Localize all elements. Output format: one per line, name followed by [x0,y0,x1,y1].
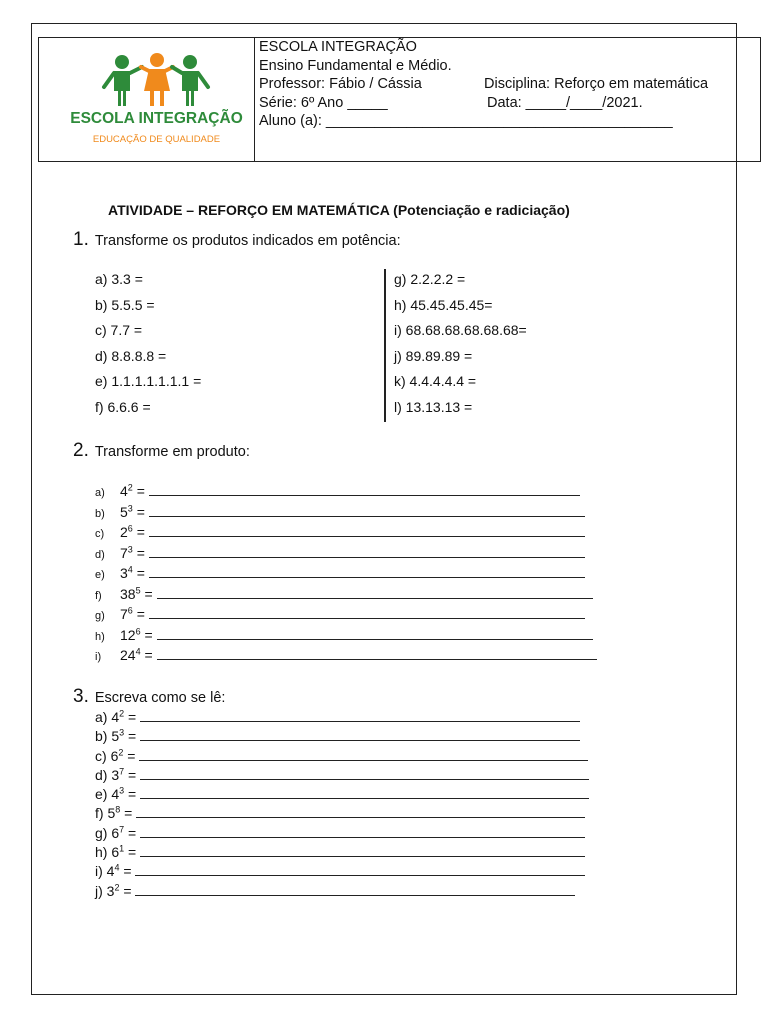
q2-item-base: 12 [120,626,136,643]
q2-item [95,522,597,543]
q3-item-base: 5 [107,805,116,822]
question-3 [73,686,225,708]
school-logo [39,38,255,161]
q2-item-exponent: 5 [135,584,141,595]
school-level: Ensino Fundamental e Médio. [259,57,452,74]
q3-item-equals: = [124,844,141,861]
q2-answer-line[interactable] [149,483,580,496]
q3-item-exponent: 7 [119,824,125,835]
q2-item-letter: i) [95,651,102,663]
q2-item-base: 24 [120,647,136,663]
q3-item-exponent: 4 [114,862,120,873]
q2-item-equals: = [140,626,157,643]
q3-item-letter: a) [95,709,112,725]
q3-item-exponent: 2 [119,708,125,719]
q3-item-base: 3 [106,882,115,899]
q1-column-divider [384,269,386,422]
q3-answer-line[interactable] [139,748,588,761]
q3-answer-line[interactable] [140,786,589,799]
q3-item-letter: b) [95,728,112,745]
q3-item-equals: = [119,863,136,880]
question-2 [73,440,250,462]
q2-item-equals: = [132,606,149,622]
q2-answer-line[interactable] [157,627,593,640]
q2-item [95,645,597,666]
q3-item-letter: h) [95,844,112,861]
q3-item-letter: i) [95,863,107,880]
grade-date-row [259,94,760,113]
q2-item [95,502,597,523]
q2-item-exponent: 6 [127,523,133,534]
q2-item-base: 2 [120,524,128,540]
q1-item-a: a) 3.3 = [95,271,143,287]
q3-item [95,708,589,727]
q2-item-base: 38 [120,585,136,602]
q1-item-j: j) 89.89.89 = [394,347,473,364]
question-1 [73,229,401,251]
question-3-number: 3. [73,686,89,707]
q1-left-column [95,267,201,421]
q3-answer-line[interactable] [135,883,575,896]
subject-label: Disciplina: Reforço em matemática [484,76,709,92]
q3-item-equals: = [124,824,141,841]
q2-answer-line[interactable] [149,504,585,517]
q2-item-letter: a) [95,487,105,499]
q1-right-column [394,267,527,421]
q3-item-letter: j) [95,882,107,899]
question-2-text: Transforme em produto: [94,444,250,460]
q2-item-letter: b) [95,507,105,520]
q1-item-c: c) 7.7 = [95,322,143,339]
header-info [259,38,760,131]
q2-item-equals: = [132,524,149,540]
q3-item-letter: d) [95,766,112,783]
q3-answer-line[interactable] [140,767,589,780]
q2-item-letter: d) [95,548,105,561]
q3-item-letter: f) [95,805,108,822]
q3-item [95,785,589,804]
q3-item-equals: = [119,882,136,899]
q3-list [95,708,589,901]
q2-item-letter: f) [95,589,102,602]
q3-answer-line[interactable] [140,728,580,741]
q3-item [95,766,589,785]
q3-item-exponent: 2 [114,882,120,893]
q2-item-equals: = [140,585,157,602]
q3-item-exponent: 3 [119,785,125,796]
q3-answer-line[interactable] [135,863,585,876]
q2-list [95,481,597,666]
q3-item-base: 4 [106,863,115,880]
q2-item [95,481,597,502]
question-2-number: 2. [73,440,89,461]
q1-item-k: k) 4.4.4.4.4 = [394,373,477,390]
q2-item-letter: h) [95,630,105,643]
q3-item [95,824,589,843]
q2-item-letter: e) [95,569,105,581]
q2-answer-line[interactable] [149,545,585,558]
q2-item-equals: = [132,503,149,520]
teacher-subject-row [259,75,760,94]
question-1-text: Transforme os produtos indicados em potência: [94,233,401,249]
q2-item-base: 7 [120,544,128,561]
q3-item-equals: = [124,786,141,803]
q3-item [95,843,589,862]
q3-item-equals: = [124,766,141,783]
q1-item-d: d) 8.8.8.8 = [95,347,167,364]
q2-answer-line[interactable] [157,586,593,599]
question-1-number: 1. [73,229,89,250]
q1-item-f: f) 6.6.6 = [95,398,151,415]
q2-item-letter: c) [95,528,105,540]
q3-item-letter: c) [95,747,111,764]
logo-subtitle: EDUCAÇÃO DE QUALIDADE [92,134,221,145]
q3-item-equals: = [120,805,137,822]
q2-item [95,543,597,564]
question-3-text: Escreva como se lê: [94,690,226,706]
q2-item-equals: = [132,565,149,581]
q2-item-equals: = [140,647,157,663]
q1-item-i: i) 68.68.68.68.68.68= [394,322,527,339]
q2-item [95,625,597,646]
header-box [38,37,761,162]
q2-answer-line[interactable] [149,565,585,578]
q3-answer-line[interactable] [136,805,585,818]
q3-item-equals: = [124,728,141,745]
q3-answer-line[interactable] [140,825,585,838]
activity-title: ATIVIDADE – REFORÇO EM MATEMÁTICA (Potenciação e radiciação) [108,202,570,218]
q2-item-exponent: 2 [127,482,133,493]
q2-item-equals: = [132,483,149,499]
q2-item-base: 5 [120,503,128,520]
q3-item-base: 3 [111,766,120,783]
q2-item [95,584,597,605]
q3-item-base: 6 [111,824,120,841]
q1-item-l: l) 13.13.13 = [394,398,473,415]
q2-item-exponent: 6 [127,605,133,616]
logo-title: ESCOLA INTEGRAÇÃO [70,110,243,127]
q2-item-exponent: 6 [135,625,141,636]
q2-item-exponent: 3 [127,502,133,513]
q2-answer-line[interactable] [157,647,597,660]
q3-item [95,862,589,881]
q3-item-exponent: 1 [119,843,125,854]
q2-item-base: 4 [120,483,128,499]
q2-item-letter: g) [95,610,105,622]
q3-answer-line[interactable] [140,844,585,857]
q2-answer-line[interactable] [149,524,585,537]
q2-item-base: 7 [120,606,128,622]
q3-item-letter: g) [95,824,112,841]
q3-item-equals: = [123,747,140,764]
q2-item-exponent: 4 [135,646,141,657]
q3-item-base: 4 [111,709,120,725]
school-name: ESCOLA INTEGRAÇÃO [259,39,417,55]
q3-item-exponent: 7 [119,766,125,777]
q2-item-base: 3 [120,565,128,581]
q3-item-equals: = [124,709,141,725]
q1-item-h: h) 45.45.45.45= [394,296,493,313]
q3-item-exponent: 3 [119,727,125,738]
q2-item [95,604,597,625]
q2-item [95,563,597,584]
grade-label: Série: 6º Ano _____ [259,94,388,111]
q1-item-e: e) 1.1.1.1.1.1.1 = [95,373,202,390]
q3-item-base: 6 [111,844,120,861]
q3-item [95,747,589,766]
q3-item-letter: e) [95,786,112,803]
q2-answer-line[interactable] [149,606,585,619]
q1-item-g: g) 2.2.2.2 = [394,271,466,287]
q2-item-equals: = [132,544,149,561]
q2-item-exponent: 4 [127,564,133,575]
q3-item-base: 5 [111,728,120,745]
q1-item-b: b) 5.5.5 = [95,296,155,313]
q3-item [95,882,589,901]
q3-item [95,727,589,746]
q3-item-base: 6 [110,747,119,764]
q3-item-exponent: 2 [118,746,124,757]
q2-item-exponent: 3 [127,543,133,554]
student-field[interactable]: Aluno (a): ___________________________________________ [259,113,673,129]
q3-item [95,804,589,823]
teacher-label: Professor: Fábio / Cássia [259,76,422,92]
date-label: Data: _____/____/2021. [487,94,643,111]
q3-item-base: 4 [111,786,120,803]
q3-answer-line[interactable] [140,709,580,722]
q3-item-exponent: 8 [115,804,121,815]
